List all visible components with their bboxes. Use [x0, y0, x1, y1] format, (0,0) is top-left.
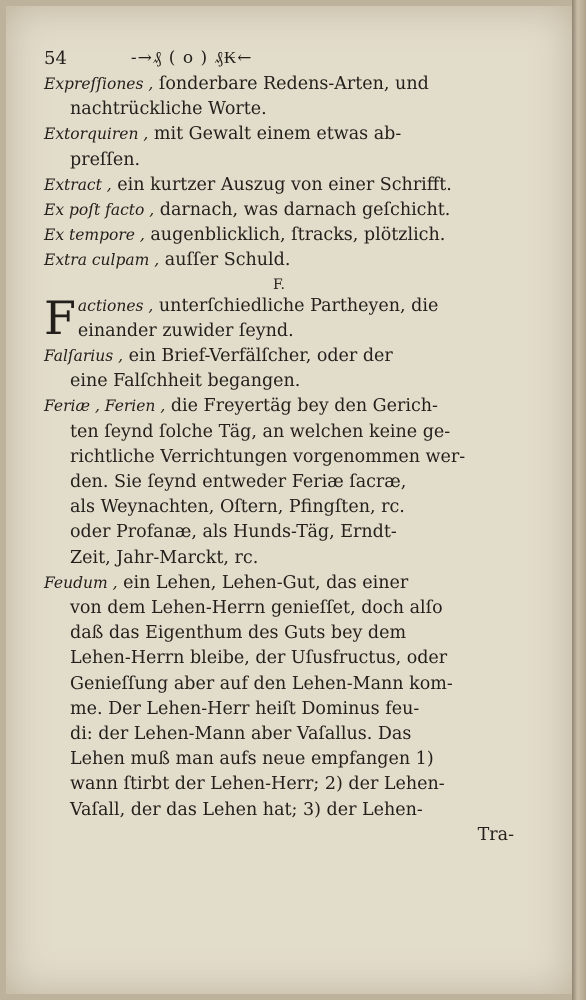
- entry-text: ein Lehen, Lehen-Gut, das einer: [123, 572, 409, 593]
- entry-text: richtliche Verrichtungen vorgenommen wer-: [70, 446, 466, 467]
- entry-text: augenblicklich, ſtracks, plötzlich.: [150, 225, 446, 246]
- entry-text: oder Profanæ, als Hunds-Täg, Erndt-: [70, 522, 397, 543]
- entry-line: [44, 470, 514, 495]
- entry-line: [44, 394, 514, 419]
- entry-headword: Falſarius ,: [44, 347, 124, 366]
- entry-line: [44, 97, 514, 122]
- drop-cap: F: [44, 290, 76, 345]
- entry-line: [44, 248, 514, 273]
- entry-line: [44, 546, 514, 571]
- entry-text: Lehen-Herrn bleibe, der Uſusfructus, oder: [70, 648, 448, 669]
- entry-text: mit Gewalt einem etwas ab-: [153, 124, 402, 145]
- entry-text: unterſchiedliche Partheyen, die: [158, 295, 439, 316]
- entry-text: von dem Lehen-Herrn genieſſet, doch alſo: [70, 598, 443, 619]
- entry-text: die Freyertäg bey den Gerich-: [170, 396, 438, 417]
- entry-line: [44, 596, 514, 621]
- section-letter-text: F.: [273, 276, 285, 293]
- entry-text: Zeit, Jahr-Marckt, rc.: [70, 547, 259, 568]
- entry-line: [44, 198, 514, 223]
- entry-line: [44, 747, 514, 772]
- header-ornament: -→₰ ( o ) ₰₭←: [130, 48, 253, 69]
- entry-line: [44, 223, 514, 248]
- page-text: [44, 46, 514, 848]
- entry-text: darnach, was darnach geſchicht.: [159, 200, 451, 221]
- entry-line: [78, 319, 514, 344]
- entry-line: [44, 495, 514, 520]
- entry-text: Vaſall, der das Lehen hat; 3) der Lehen-: [70, 799, 423, 820]
- entry-headword: Feudum ,: [44, 573, 118, 592]
- entry-text: me. Der Lehen-Herr heiſt Dominus feu-: [70, 698, 420, 719]
- entry-line: [44, 772, 514, 797]
- entry-headword: Ex tempore ,: [44, 226, 145, 245]
- page-header: [44, 46, 514, 72]
- entry-text: daß das Eigenthum des Guts bey dem: [70, 623, 407, 644]
- entry-line: [44, 148, 514, 173]
- entry-text: einander zuwider ſeynd.: [77, 320, 294, 341]
- entry-line: [44, 798, 514, 823]
- catchword: [44, 823, 514, 848]
- entry-line: [44, 571, 514, 596]
- entry-line: [44, 420, 514, 445]
- entry-line: [44, 344, 514, 369]
- entry-text: eine Falſchheit begangen.: [70, 371, 301, 392]
- entry-text: nachtrückliche Worte.: [70, 99, 267, 120]
- entry-text: den. Sie ſeynd entweder Feriæ ſacræ,: [70, 472, 407, 493]
- entry-text: ein Brief-Verfälſcher, oder der: [128, 346, 393, 367]
- entry-line: [44, 646, 514, 671]
- entry-headword: Extra culpam ,: [44, 251, 160, 270]
- entry-line: [44, 722, 514, 747]
- entry-text: di: der Lehen-Mann aber Vaſallus. Das: [70, 724, 412, 745]
- entry-line: [44, 621, 514, 646]
- entry-text: Lehen muß man aufs neue empfangen 1): [70, 749, 434, 770]
- entry-headword: Feriæ , Ferien ,: [44, 397, 166, 416]
- section-letter: [44, 274, 514, 294]
- entry-line: [44, 672, 514, 697]
- entry-line: [44, 72, 514, 97]
- catchword-text: Tra-: [477, 824, 514, 845]
- entry-text: ein kurtzer Auszug von einer Schrifft.: [117, 174, 452, 195]
- entry-line: [44, 122, 514, 147]
- entry-headword: Expreſſiones ,: [44, 75, 154, 93]
- entry-line: [44, 697, 514, 722]
- entry-text: als Weynachten, Oſtern, Pfingſten, rc.: [70, 497, 405, 518]
- entry-factiones: [44, 290, 514, 345]
- page-edge: [572, 0, 586, 1000]
- entry-headword: Extorquiren ,: [44, 125, 149, 144]
- page-number: 54: [44, 48, 67, 70]
- entry-text: ſonderbare Redens-Arten, und: [158, 74, 429, 94]
- entry-text: wann ſtirbt der Lehen-Herr; 2) der Lehen-: [70, 774, 445, 795]
- entry-line: [44, 369, 514, 394]
- entry-line: [44, 520, 514, 545]
- entry-headword: Ex poſt facto ,: [44, 201, 155, 220]
- entry-headword: actiones ,: [77, 296, 154, 315]
- entry-line: [44, 445, 514, 470]
- entry-line: [44, 173, 514, 198]
- book-page: [6, 6, 575, 994]
- entry-line: [78, 294, 514, 319]
- entry-text: preſſen.: [70, 149, 141, 170]
- entry-text: Genieſſung aber auf den Lehen-Mann kom-: [70, 673, 453, 694]
- entry-text: auſſer Schuld.: [164, 250, 291, 271]
- entry-headword: Extract ,: [44, 175, 112, 194]
- entry-text: ten ſeynd ſolche Täg, an welchen keine ge-: [70, 421, 451, 442]
